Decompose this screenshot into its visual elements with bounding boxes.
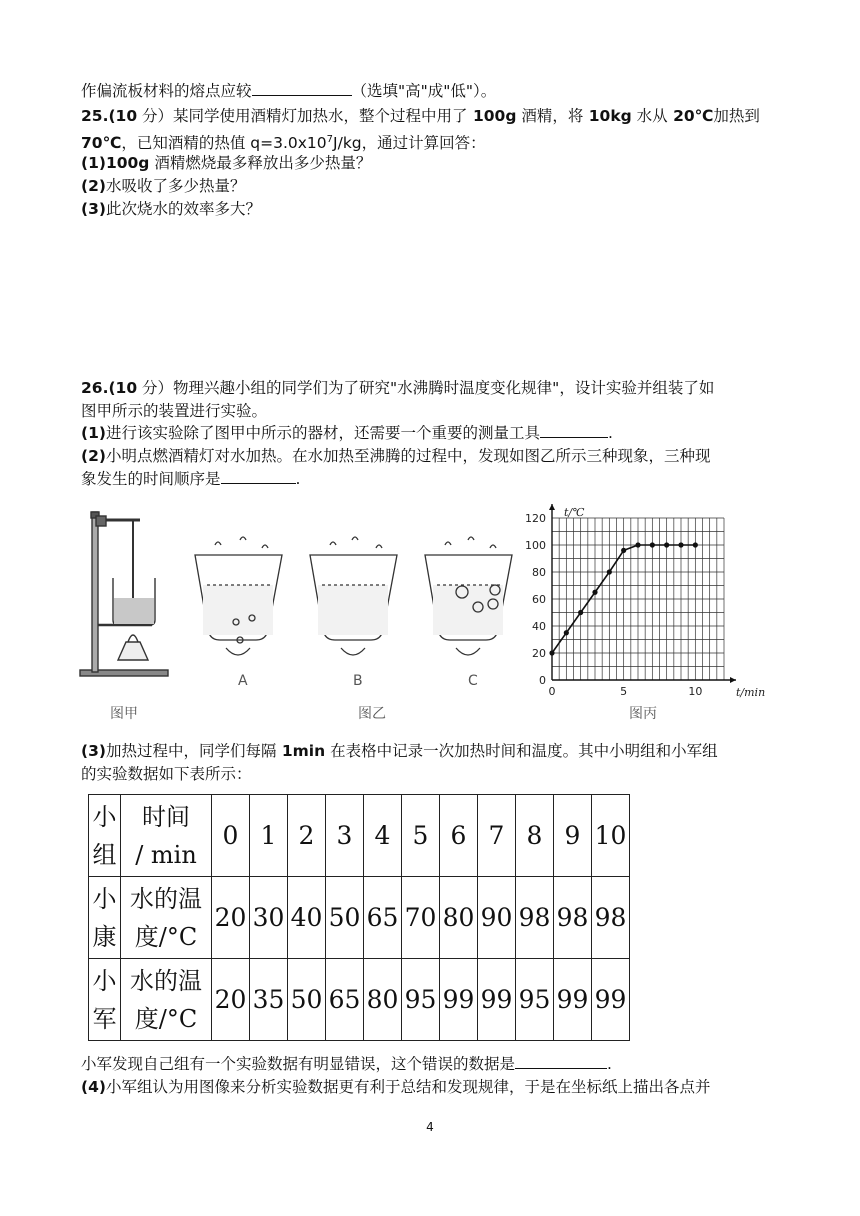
label-text: 度/°C xyxy=(134,922,198,951)
value-cell: 70 xyxy=(402,877,440,959)
time-cell: 7 xyxy=(478,795,516,877)
beaker-B xyxy=(310,537,397,655)
value-cell: 95 xyxy=(516,959,554,1041)
group-text: 小 xyxy=(92,884,117,913)
sub-number: (2) xyxy=(81,177,106,195)
value-cell: 65 xyxy=(326,959,364,1041)
time-cell: 6 xyxy=(440,795,478,877)
y-tick-label: 40 xyxy=(532,620,546,633)
temperature-chart xyxy=(525,504,765,699)
value-cell: 80 xyxy=(364,959,402,1041)
value-cell: 80 xyxy=(440,877,478,959)
value-cell: 99 xyxy=(592,959,630,1041)
sub-text: 此次烧水的效率多大？ xyxy=(105,200,261,218)
q26-sub4 xyxy=(81,1076,710,1098)
sub-number: (3) xyxy=(81,742,106,760)
q25-number: 25.(10 xyxy=(81,107,138,125)
header-time xyxy=(121,795,212,877)
value-cell: 20 xyxy=(212,877,250,959)
value-cell: 30 xyxy=(250,877,288,959)
time-cell: 9 xyxy=(554,795,592,877)
sub-text: 的实验数据如下表所示： xyxy=(81,765,252,783)
time-cell: 8 xyxy=(516,795,554,877)
time-cell: 2 xyxy=(288,795,326,877)
group-cell xyxy=(89,959,121,1041)
group-text: 小 xyxy=(92,966,117,995)
q25-text: 分）某同学使用酒精灯加热水，整个过程中用了 xyxy=(137,107,468,125)
q25-value: 10kg xyxy=(583,107,632,125)
value-cell: 40 xyxy=(288,877,326,959)
time-cell: 0 xyxy=(212,795,250,877)
apparatus-figure xyxy=(80,512,168,676)
data-point xyxy=(564,630,569,635)
header-text: / min xyxy=(135,840,197,869)
caption-fig-yi: 图乙 xyxy=(358,706,386,722)
x-tick-label: 10 xyxy=(688,685,703,698)
y-tick-label: 120 xyxy=(525,512,546,525)
q26-number: 26.(10 xyxy=(81,379,138,397)
header-text: 时间 xyxy=(142,802,190,831)
water xyxy=(114,598,154,624)
label-cell xyxy=(121,959,212,1041)
q24-hint: （选填"高"成"低"）。 xyxy=(351,82,497,100)
beaker-label-b: B xyxy=(353,673,363,689)
label-cell xyxy=(121,877,212,959)
value-cell: 65 xyxy=(364,877,402,959)
flame xyxy=(128,635,138,642)
y-axis-label: t/℃ xyxy=(564,506,585,519)
period: . xyxy=(607,424,613,442)
x-tick-label: 0 xyxy=(548,685,556,698)
data-point xyxy=(607,569,612,574)
q25-text: 酒精，将 xyxy=(516,107,584,125)
q25-text: 加热到 xyxy=(713,107,760,125)
beaker-A xyxy=(195,537,282,655)
x-tick-label: 5 xyxy=(620,685,628,698)
value-cell: 99 xyxy=(440,959,478,1041)
y-tick-label: 100 xyxy=(525,539,546,552)
label-text: 水的温 xyxy=(130,966,202,995)
sub-text: 小军发现自己组有一个实验数据有明显错误，这个错误的数据是 xyxy=(81,1055,516,1073)
time-cell: 1 xyxy=(250,795,288,877)
answer-blank[interactable] xyxy=(515,1053,607,1069)
q26-text: 分）物理兴趣小组的同学们为了研究"水沸腾时温度变化规律"，设计实验并组装了如 xyxy=(137,379,715,397)
group-text: 军 xyxy=(92,1004,117,1033)
value-cell: 98 xyxy=(516,877,554,959)
x-axis-label: t/min xyxy=(736,686,766,699)
q25-text: 水从 xyxy=(631,107,668,125)
page-number: 4 xyxy=(426,1120,434,1134)
label-text: 水的温 xyxy=(130,884,202,913)
beaker-label-a: A xyxy=(238,673,248,689)
y-tick-label: 60 xyxy=(532,593,546,606)
sub-number: (1) xyxy=(81,424,106,442)
beaker-label-c: C xyxy=(468,673,478,689)
header-text: 小 xyxy=(92,802,117,831)
header-text: 组 xyxy=(92,840,117,869)
sub-number: (1)100g xyxy=(81,154,150,172)
sub-value: 1min xyxy=(276,742,326,760)
value-cell: 98 xyxy=(592,877,630,959)
time-cell: 3 xyxy=(326,795,364,877)
data-point xyxy=(693,542,698,547)
data-point xyxy=(664,542,669,547)
q25-value: 100g xyxy=(467,107,517,125)
data-point xyxy=(578,610,583,615)
data-point xyxy=(678,542,683,547)
data-point xyxy=(635,542,640,547)
q26-text: 图甲所示的装置进行实验。 xyxy=(81,402,268,420)
label-text: 度/°C xyxy=(134,1004,198,1033)
caption-fig-bing: 图丙 xyxy=(629,706,657,722)
time-cell: 10 xyxy=(592,795,630,877)
q24-text: 作偏流板材料的熔点应较 xyxy=(81,82,252,100)
table-row-xiaokang xyxy=(89,877,630,959)
data-table xyxy=(88,794,630,1041)
group-text: 康 xyxy=(92,922,117,951)
sub-text: 加热过程中，同学们每隔 xyxy=(105,742,277,760)
sub-text: 进行该实验除了图甲中所示的器材，还需要一个重要的测量工具 xyxy=(105,424,540,442)
y-tick-label: 0 xyxy=(539,674,546,687)
value-cell: 99 xyxy=(554,959,592,1041)
q25-text: ，已知酒精的热值 q=3.0x10 xyxy=(121,134,327,153)
superscript: 7 xyxy=(326,134,334,145)
value-cell: 98 xyxy=(554,877,592,959)
y-tick-label: 80 xyxy=(532,566,546,579)
data-point xyxy=(592,590,597,595)
value-cell: 95 xyxy=(402,959,440,1041)
value-cell: 99 xyxy=(478,959,516,1041)
time-cell: 4 xyxy=(364,795,402,877)
q26-sub3-cont xyxy=(81,763,252,785)
sub-number: (2) xyxy=(81,447,106,465)
value-cell: 50 xyxy=(326,877,364,959)
stand-rod xyxy=(92,512,98,672)
alcohol-lamp xyxy=(118,642,148,660)
q25-text: J/kg，通过计算回答： xyxy=(333,134,486,153)
caption-fig-jia: 图甲 xyxy=(110,706,138,722)
q26-error-line xyxy=(81,1053,612,1075)
data-point xyxy=(621,548,626,553)
group-cell xyxy=(89,877,121,959)
data-point xyxy=(650,542,655,547)
sub-text: 小军组认为用图像来分析实验数据更有利于总结和发现规律，于是在坐标纸上描出各点并 xyxy=(105,1078,711,1096)
sub-text: 小明点燃酒精灯对水加热。在水加热至沸腾的过程中，发现如图乙所示三种现象，三种现 xyxy=(105,447,711,465)
q26-sub3 xyxy=(81,740,718,762)
value-cell: 50 xyxy=(288,959,326,1041)
value-cell: 90 xyxy=(478,877,516,959)
value-cell: 20 xyxy=(212,959,250,1041)
x-axis-arrow xyxy=(730,677,736,683)
beaker-C xyxy=(425,537,512,655)
value-cell: 35 xyxy=(250,959,288,1041)
sub-text: 水吸收了多少热量？ xyxy=(105,177,246,195)
q25-value: 20℃ xyxy=(667,107,714,125)
sub-text: 酒精燃烧最多释放出多少热量？ xyxy=(149,154,372,172)
sub-number: (4) xyxy=(81,1078,106,1096)
period: . xyxy=(295,470,301,488)
period: . xyxy=(607,1055,612,1073)
table-row-xiaojun xyxy=(89,959,630,1041)
sub-text: 象发生的时间顺序是 xyxy=(81,470,221,488)
sub-text: 在表格中记录一次加热时间和温度。其中小明组和小军组 xyxy=(325,742,718,760)
clamp-knob xyxy=(96,516,106,526)
header-group xyxy=(89,795,121,877)
y-axis-arrow xyxy=(549,504,555,510)
q25-value: 70℃ xyxy=(81,134,122,153)
time-cell: 5 xyxy=(402,795,440,877)
sub-number: (3) xyxy=(81,200,106,218)
data-point xyxy=(549,650,554,655)
table-header-row xyxy=(89,795,630,877)
y-tick-label: 20 xyxy=(532,647,546,660)
